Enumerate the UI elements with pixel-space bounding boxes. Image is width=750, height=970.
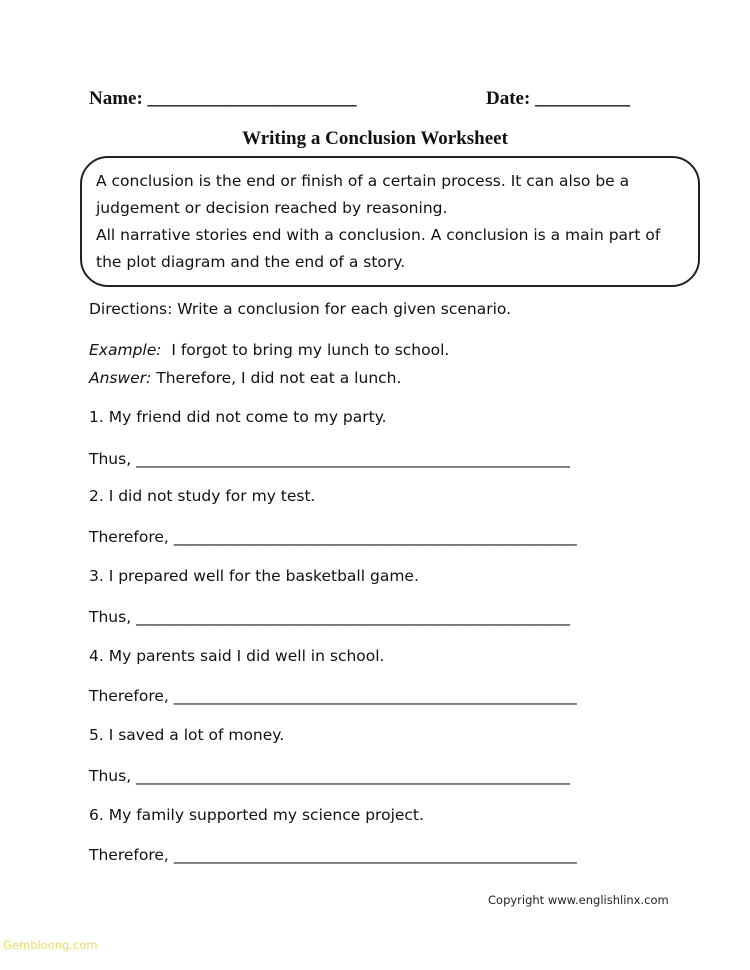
directions-text: Directions: Write a conclusion for each given scenario. [89,300,512,318]
worksheet-title: Writing a Conclusion Worksheet [242,128,508,149]
response-line: Therefore, ____________________________________________________ [89,528,577,546]
definition-line: the plot diagram and the end of a story. [96,253,406,271]
question-prompt: 4. My parents said I did well in school. [89,647,385,665]
question-prompt: 5. I saved a lot of money. [89,726,285,744]
copyright-text: Copyright www.englishlinx.com [488,893,669,907]
name-field-label: Name: ______________________ [89,88,357,109]
question-prompt: 2. I did not study for my test. [89,487,316,505]
response-line: Thus, ________________________________________________________ [89,608,571,626]
response-line: Thus, ________________________________________________________ [89,767,571,785]
definition-box [80,156,700,287]
question-prompt: 6. My family supported my science project. [89,806,424,824]
definition-line: All narrative stories end with a conclusion. A conclusion is a main part of [96,226,661,244]
question-prompt: 1. My friend did not come to my party. [89,408,387,426]
response-line: Thus, ________________________________________________________ [89,450,571,468]
definition-line: A conclusion is the end or finish of a certain process. It can also be a [96,172,630,190]
example-line [89,341,449,359]
answer-text: Therefore, I did not eat a lunch. [151,369,402,387]
date-field-label: Date: __________ [486,88,631,109]
response-line: Therefore, ____________________________________________________ [89,846,577,864]
example-text: I forgot to bring my lunch to school. [161,341,450,359]
definition-line: judgement or decision reached by reasoning. [96,199,448,217]
answer-line [89,369,401,387]
example-label: Example: [89,341,162,359]
watermark-text: Gembloong.com [3,938,98,952]
response-line: Therefore, ____________________________________________________ [89,687,577,705]
question-prompt: 3. I prepared well for the basketball game. [89,567,419,585]
answer-label: Answer: [89,369,152,387]
